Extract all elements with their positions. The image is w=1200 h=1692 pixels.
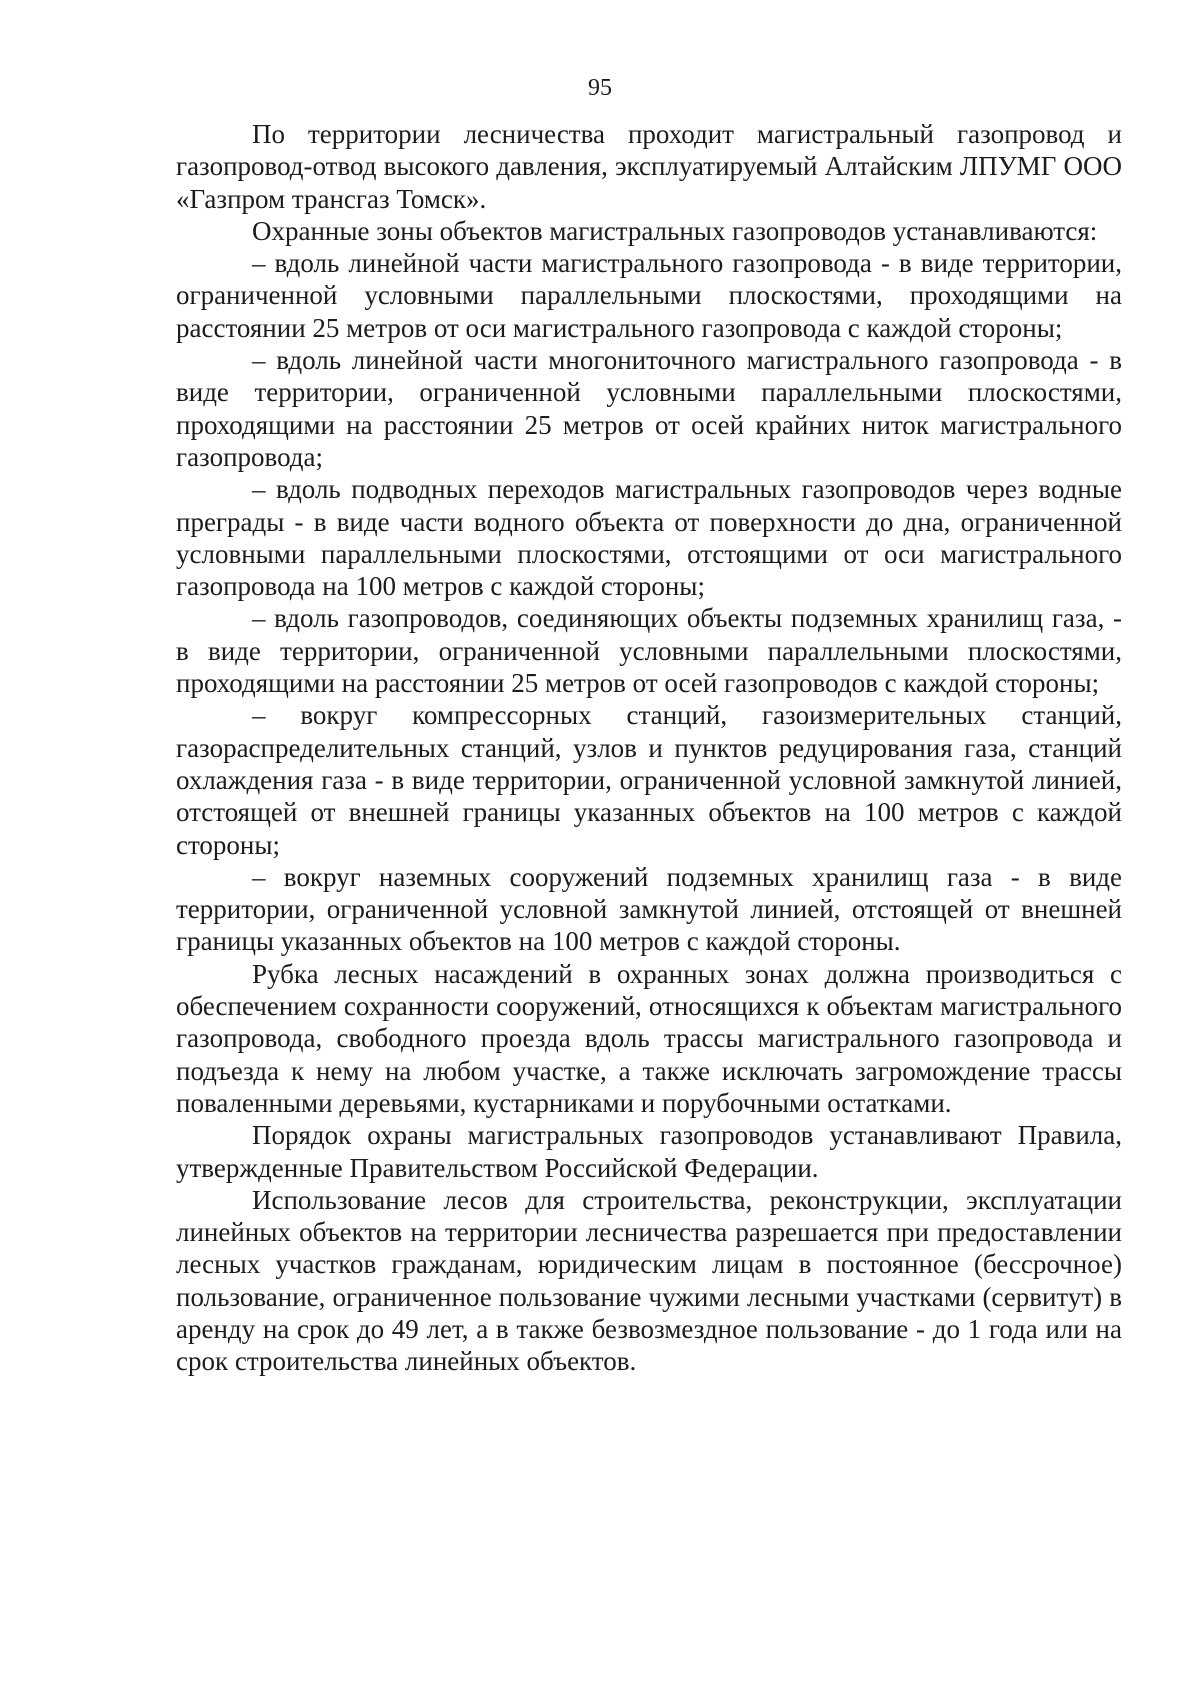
paragraph-logging-in-zones: Рубка лесных насаждений в охранных зонах должна производиться с обеспечением сохранности сооружений, относящихся к объектам магистрального газопровода, свободного проезда вдоль трассы магистрального газопровода и подъезда к нему на любом участке, а также исключать загромождение трассы поваленными деревьями, кустарниками и порубочными остатками. [176, 958, 1122, 1118]
paragraph-gas-pipeline-intro: По территории лесничества проходит магистральный газопровод и газопровод-отвод высокого давления, эксплуатируемый Алтайским ЛПУМГ ООО «Газпром трансгаз Томск». [176, 119, 1122, 214]
paragraph-forest-use-linear-objects: Использование лесов для строительства, реконструкции, эксплуатации линейных объектов на территории лесничества разрешается при предоставлении лесных участков гражданам, юридическим лицам в постоянное (бессрочное) пользование, ограниченное пользование чужими лесными участками (сервитут) в аренду на срок до 49 лет, а в также безвозмездное пользование - до 1 года или на срок строительства линейных объектов. [176, 1184, 1122, 1377]
list-item-storage-pipelines: – вдоль газопроводов, соединяющих объекты подземных хранилищ газа, - в виде территории, ограниченной условными параллельными плоскостями, проходящими на расстоянии 25 метров от осей газопроводов с каждой стороны; [176, 603, 1122, 699]
list-item-ground-structures: – вокруг наземных сооружений подземных хранилищ газа - в виде территории, ограниченной условной замкнутой линией, отстоящей от внешней границы указанных объектов на 100 метров с каждой стороны. [176, 861, 1122, 957]
document-body [176, 118, 1122, 1378]
list-item-linear-part: – вдоль линейной части магистрального газопровода - в виде территории, ограниченной условными параллельными плоскостями, проходящими на расстоянии 25 метров от оси магистрального газопровода с каждой стороны; [176, 248, 1122, 343]
page-number: 95 [588, 75, 612, 101]
list-item-multi-line-part: – вдоль линейной части многониточного магистрального газопровода - в виде территории, ограниченной условными параллельными плоскостями, проходящими на расстоянии 25 метров от осей крайних ниток магистрального газопровода; [176, 345, 1122, 472]
paragraph-protection-zones-heading: Охранные зоны объектов магистральных газопроводов устанавливаются: [252, 215, 1098, 246]
paragraph-protection-rules: Порядок охраны магистральных газопроводов устанавливают Правила, утвержденные Правительством Российской Федерации. [176, 1120, 1122, 1183]
list-item-compressor-stations: – вокруг компрессорных станций, газоизмерительных станций, газораспределительных станций, узлов и пунктов редуцирования газа, станций охлаждения газа - в виде территории, ограниченной условной замкнутой линией, отстоящей от внешней границы указанных объектов на 100 метров с каждой стороны; [176, 700, 1122, 860]
list-item-underwater-crossings: – вдоль подводных переходов магистральных газопроводов через водные преграды - в виде части водного объекта от поверхности до дна, ограниченной условными параллельными плоскостями, отстоящими от оси магистрального газопровода на 100 метров с каждой стороны; [176, 474, 1122, 602]
